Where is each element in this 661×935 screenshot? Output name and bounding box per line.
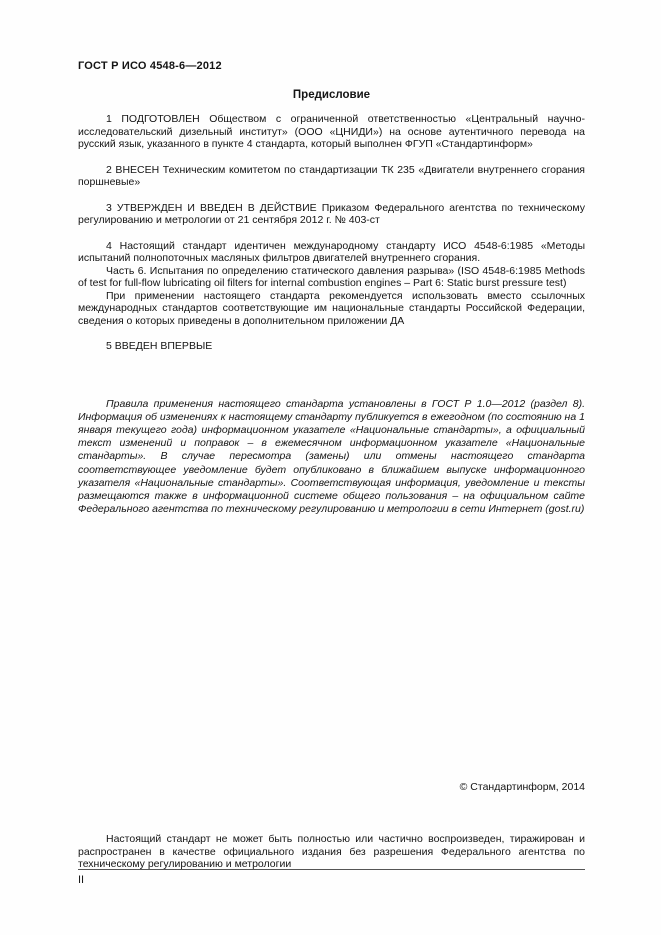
page-title: Предисловие (292, 88, 371, 101)
reproduction-notice: Настоящий стандарт не может быть полностью или частично воспроизведен, тиражирован и распространен в качестве официального издания без разрешения Федерального агентства по техническому регулированию и метрологии (78, 833, 585, 870)
page-content (78, 60, 585, 516)
copyright-notice: © Стандартинформ, 2014 (459, 781, 585, 793)
foreword-paragraph-introduced-first: 5 ВВЕДЕН ВПЕРВЫЕ (106, 340, 213, 352)
foreword-paragraph-application-recommendation: При применении настоящего стандарта рекомендуется использовать вместо ссылочных международных стандартов соответствующие им национальные стандарты Российской Федерации, сведения о которых приведены в дополнительном приложении ДА (78, 289, 585, 327)
page-number: II (78, 874, 85, 886)
footer-divider (78, 869, 585, 870)
foreword-paragraph-identical-standard: 4 Настоящий стандарт идентичен международному стандарту ИСО 4548-6:1985 «Методы испытаний полнопоточных масляных фильтров двигателей внутреннего сгорания. (78, 239, 585, 264)
document-code: ГОСТ Р ИСО 4548-6—2012 (78, 60, 222, 72)
foreword-paragraph-submitted: 2 ВНЕСЕН Техническим комитетом по стандартизации ТК 235 «Двигатели внутреннего сгорания поршневые» (78, 163, 585, 188)
foreword-paragraph-prepared: 1 ПОДГОТОВЛЕН Обществом с ограниченной ответственностью «Центральный научно-исследовательский дизельный институт» (ООО «ЦНИДИ») на основе аутентичного перевода на русский язык, указанного в пункте 4 стандарта, который выполнен ФГУП «Стандартинформ» (78, 113, 585, 150)
foreword-paragraph-standard-part-title: Часть 6. Испытания по определению статического давления разрыва» (ISO 4548-6:1985 Methods of test for full-flow lubricating oil filters for internal combustion engines – Part 6: Static burst pressure test) (78, 264, 585, 289)
application-rules-note: Правила применения настоящего стандарта установлены в ГОСТ Р 1.0—2012 (раздел 8). Информация об изменениях к настоящему стандарту публикуется в ежегодном (по состоянию на 1 января текущего года) информационном указателе «Национальные стандарты», а официальный текст изменений и поправок – в ежемесячном информационном указателе «Национальные стандарты». В случае пересмотра (замены) или отмены настоящего стандарта соответствующее уведомление будет опубликовано в ближайшем выпуске информационного указателя «Национальные стандарты». Соответствующая информация, уведомление и тексты размещаются также в информационной системе общего пользования – на официальном сайте Федерального агентства по техническому регулированию и метрологии в сети Интернет (gost.ru) (78, 397, 585, 516)
foreword-paragraph-approved: 3 УТВЕРЖДЕН И ВВЕДЕН В ДЕЙСТВИЕ Приказом Федерального агентства по техническому регулированию и метрологии от 21 сентября 2012 г. № 403-ст (78, 201, 585, 226)
